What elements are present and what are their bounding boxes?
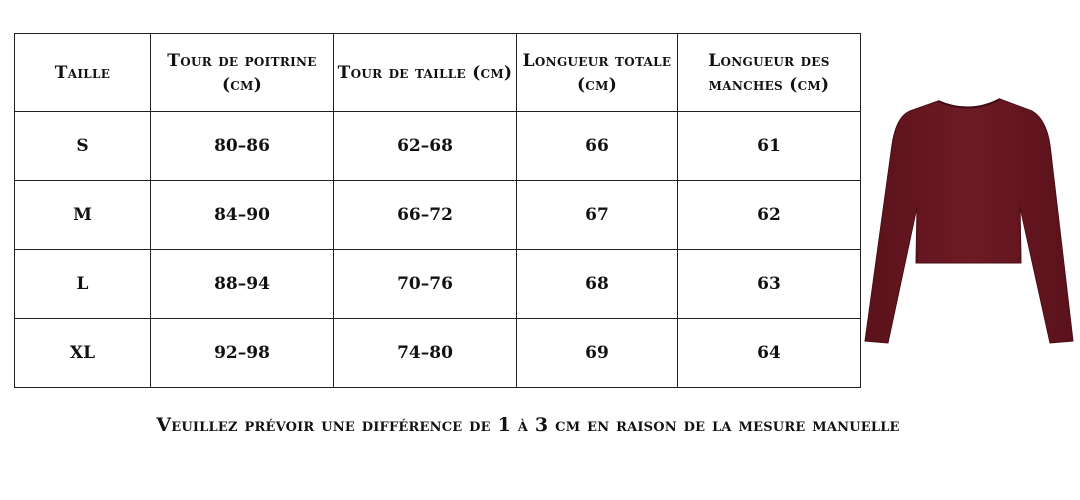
table-cell: 66 <box>517 112 678 181</box>
table-cell: 68 <box>517 250 678 319</box>
header-tour-de-poitrine: Tour de poitrine (cm) <box>151 34 334 112</box>
table-cell: 62 <box>678 181 861 250</box>
header-taille: Taille <box>15 34 151 112</box>
table-cell: L <box>15 250 151 319</box>
table-row <box>15 319 861 388</box>
table-cell: 64 <box>678 319 861 388</box>
table-cell: 62–68 <box>334 112 517 181</box>
header-tour-de-taille: Tour de taille (cm) <box>334 34 517 112</box>
table-cell: 84–90 <box>151 181 334 250</box>
table-row <box>15 250 861 319</box>
header-longueur-totale: Longueur totale (cm) <box>517 34 678 112</box>
table-header-row <box>15 34 861 112</box>
table-cell: 74–80 <box>334 319 517 388</box>
table-cell: 67 <box>517 181 678 250</box>
table-cell: 88–94 <box>151 250 334 319</box>
long-sleeve-crop-top-icon <box>864 95 1076 345</box>
table-cell: 61 <box>678 112 861 181</box>
table-cell: M <box>15 181 151 250</box>
header-longueur-manches: Longueur des manches (cm) <box>678 34 861 112</box>
table-cell: 69 <box>517 319 678 388</box>
table-row <box>15 181 861 250</box>
table-cell: S <box>15 112 151 181</box>
table-cell: XL <box>15 319 151 388</box>
table-row <box>15 112 861 181</box>
table-cell: 63 <box>678 250 861 319</box>
measurement-note: Veuillez prévoir une différence de 1 à 3 cm en raison de la mesure manuelle <box>156 414 900 436</box>
table-cell: 80–86 <box>151 112 334 181</box>
table-cell: 66–72 <box>334 181 517 250</box>
size-chart-table <box>14 33 861 388</box>
table-cell: 92–98 <box>151 319 334 388</box>
table-cell: 70–76 <box>334 250 517 319</box>
